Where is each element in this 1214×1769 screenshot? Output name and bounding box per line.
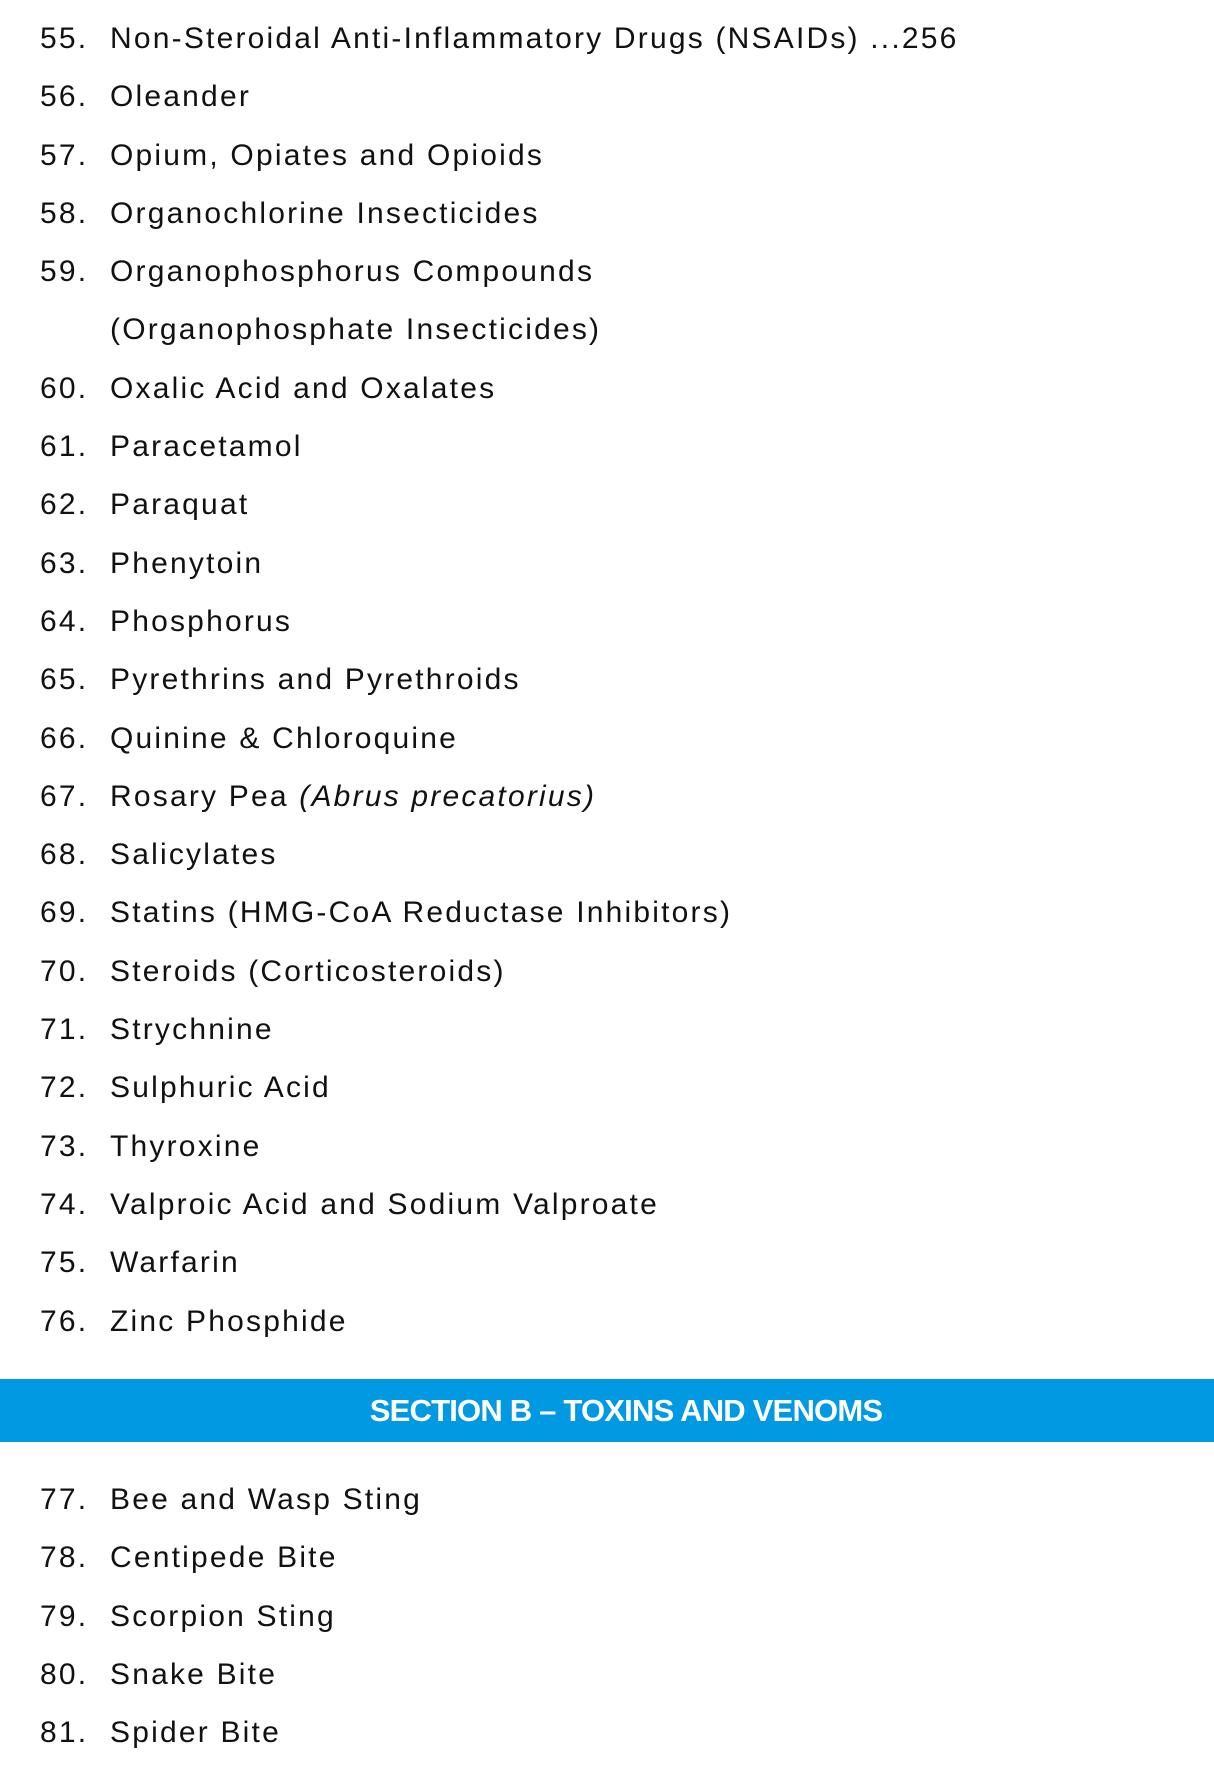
item-number: 68. bbox=[40, 838, 89, 872]
item-title bbox=[110, 68, 251, 126]
item-title bbox=[110, 1001, 274, 1059]
item-body bbox=[110, 768, 596, 826]
item-body bbox=[110, 1704, 281, 1762]
item-title bbox=[110, 10, 959, 68]
item-text: Snake Bite bbox=[110, 1657, 278, 1691]
item-number: 61. bbox=[40, 430, 89, 464]
item-number: 72. bbox=[40, 1071, 89, 1105]
item-body bbox=[110, 535, 263, 593]
list-item bbox=[40, 1001, 959, 1059]
item-title bbox=[110, 1704, 281, 1762]
item-body bbox=[110, 127, 544, 185]
list-item bbox=[40, 1118, 959, 1176]
item-body bbox=[110, 360, 496, 418]
item-text: Paracetamol bbox=[110, 430, 303, 464]
list-item bbox=[40, 1059, 959, 1117]
item-title bbox=[110, 1471, 422, 1529]
item-body bbox=[110, 185, 540, 243]
item-text: Salicylates bbox=[110, 838, 278, 872]
item-text: Rosary Pea bbox=[110, 779, 300, 813]
item-text: Warfarin bbox=[110, 1246, 240, 1280]
item-text-continued: (Organophosphate Insecticides) bbox=[110, 313, 602, 347]
item-number: 60. bbox=[40, 371, 89, 405]
item-number: 57. bbox=[40, 138, 89, 172]
item-body bbox=[110, 1646, 277, 1704]
item-text: Pyrethrins and Pyrethroids bbox=[110, 663, 521, 697]
item-number: 70. bbox=[40, 954, 89, 988]
item-title bbox=[110, 710, 458, 768]
item-text: Phenytoin bbox=[110, 546, 264, 580]
item-body bbox=[110, 476, 249, 534]
list-item bbox=[40, 826, 959, 884]
item-body bbox=[110, 1118, 262, 1176]
list-item bbox=[40, 1646, 422, 1704]
item-number: 58. bbox=[40, 196, 89, 230]
item-text: Non-Steroidal Anti-Inflammatory Drugs (NSAIDs) ...256 bbox=[110, 22, 959, 55]
item-body bbox=[110, 243, 601, 360]
item-text: Bee and Wasp Sting bbox=[110, 1483, 422, 1516]
item-title bbox=[110, 943, 506, 1001]
list-item bbox=[40, 535, 959, 593]
list-item bbox=[40, 1704, 422, 1762]
item-title bbox=[110, 1646, 277, 1704]
item-body bbox=[110, 1293, 348, 1351]
item-title bbox=[110, 1176, 659, 1234]
item-title bbox=[110, 593, 292, 651]
item-body bbox=[110, 1176, 659, 1234]
item-body bbox=[110, 826, 278, 884]
item-body bbox=[110, 1529, 338, 1587]
item-title bbox=[110, 1529, 338, 1587]
item-italic-text: (Abrus precatorius) bbox=[299, 779, 597, 813]
item-number: 77. bbox=[40, 1483, 89, 1516]
item-body bbox=[110, 418, 303, 476]
list-item bbox=[40, 1234, 959, 1292]
list-item bbox=[40, 243, 959, 360]
list-item bbox=[40, 651, 959, 709]
item-title bbox=[110, 418, 303, 476]
item-title bbox=[110, 476, 249, 534]
list-item bbox=[40, 1293, 959, 1351]
list-item bbox=[40, 593, 959, 651]
item-title bbox=[110, 826, 278, 884]
list-item bbox=[40, 943, 959, 1001]
item-text: Sulphuric Acid bbox=[110, 1071, 331, 1105]
item-title bbox=[110, 884, 732, 942]
item-text: Oxalic Acid and Oxalates bbox=[110, 371, 497, 405]
item-number: 65. bbox=[40, 663, 89, 697]
item-number: 55. bbox=[40, 22, 89, 55]
item-body bbox=[110, 593, 292, 651]
list-item bbox=[40, 10, 959, 68]
section-b-header bbox=[0, 1379, 1214, 1442]
list-item bbox=[40, 360, 959, 418]
item-title bbox=[110, 243, 601, 301]
item-number: 80. bbox=[40, 1657, 89, 1691]
item-title bbox=[110, 1059, 331, 1117]
item-number: 73. bbox=[40, 1129, 89, 1163]
list-item bbox=[40, 1529, 422, 1587]
list-item bbox=[40, 127, 959, 185]
item-body bbox=[110, 1059, 331, 1117]
item-title bbox=[110, 1118, 262, 1176]
item-title bbox=[110, 535, 263, 593]
list-item bbox=[40, 418, 959, 476]
section-b-heading: SECTION B – TOXINS AND VENOMS bbox=[369, 1392, 883, 1428]
item-title bbox=[110, 1234, 240, 1292]
item-number: 71. bbox=[40, 1013, 89, 1047]
item-body bbox=[110, 10, 959, 68]
item-body bbox=[110, 651, 521, 709]
item-title bbox=[110, 768, 596, 826]
list-item bbox=[40, 1588, 422, 1646]
list-item bbox=[40, 476, 959, 534]
item-title bbox=[110, 1293, 348, 1351]
item-number: 78. bbox=[40, 1541, 89, 1575]
item-text: Spider Bite bbox=[110, 1716, 281, 1750]
item-text: Statins (HMG-CoA Reductase Inhibitors) bbox=[110, 896, 733, 930]
section-a-list bbox=[40, 10, 959, 1351]
item-title bbox=[110, 185, 540, 243]
item-number: 66. bbox=[40, 721, 89, 755]
item-number: 63. bbox=[40, 546, 89, 580]
list-item bbox=[40, 710, 959, 768]
item-text: Organochlorine Insecticides bbox=[110, 196, 540, 230]
item-title bbox=[110, 127, 544, 185]
item-number: 67. bbox=[40, 779, 89, 813]
list-item bbox=[40, 1176, 959, 1234]
item-text: Oleander bbox=[110, 80, 252, 114]
item-body bbox=[110, 1588, 336, 1646]
item-text: Valproic Acid and Sodium Valproate bbox=[110, 1187, 659, 1221]
item-text: Phosphorus bbox=[110, 604, 293, 638]
item-number: 69. bbox=[40, 896, 89, 930]
list-item bbox=[40, 884, 959, 942]
list-item bbox=[40, 1471, 422, 1529]
item-number: 56. bbox=[40, 80, 89, 114]
list-item bbox=[40, 768, 959, 826]
item-number: 79. bbox=[40, 1599, 89, 1633]
item-text: Paraquat bbox=[110, 488, 250, 522]
item-body bbox=[110, 68, 251, 126]
item-number: 76. bbox=[40, 1304, 89, 1338]
item-body bbox=[110, 1471, 422, 1529]
item-text: Quinine & Chloroquine bbox=[110, 721, 459, 755]
item-title bbox=[110, 1588, 336, 1646]
item-text: Zinc Phosphide bbox=[110, 1304, 348, 1338]
item-text: Strychnine bbox=[110, 1013, 274, 1047]
item-title bbox=[110, 651, 521, 709]
item-text: Organophosphorus Compounds bbox=[110, 255, 595, 289]
item-text: Thyroxine bbox=[110, 1129, 262, 1163]
section-b-list bbox=[40, 1471, 422, 1762]
item-number: 81. bbox=[40, 1716, 89, 1750]
list-item bbox=[40, 185, 959, 243]
item-number: 62. bbox=[40, 488, 89, 522]
item-body bbox=[110, 1001, 274, 1059]
item-text: Scorpion Sting bbox=[110, 1599, 336, 1633]
list-item bbox=[40, 68, 959, 126]
item-number: 75. bbox=[40, 1246, 89, 1280]
item-title bbox=[110, 360, 496, 418]
item-number: 59. bbox=[40, 255, 89, 289]
item-number: 64. bbox=[40, 604, 89, 638]
item-text: Centipede Bite bbox=[110, 1541, 338, 1575]
item-number: 74. bbox=[40, 1187, 89, 1221]
item-text: Opium, Opiates and Opioids bbox=[110, 138, 545, 172]
item-text: Steroids (Corticosteroids) bbox=[110, 954, 506, 988]
item-body bbox=[110, 943, 506, 1001]
item-body bbox=[110, 710, 458, 768]
item-body bbox=[110, 884, 732, 942]
item-body bbox=[110, 1234, 240, 1292]
